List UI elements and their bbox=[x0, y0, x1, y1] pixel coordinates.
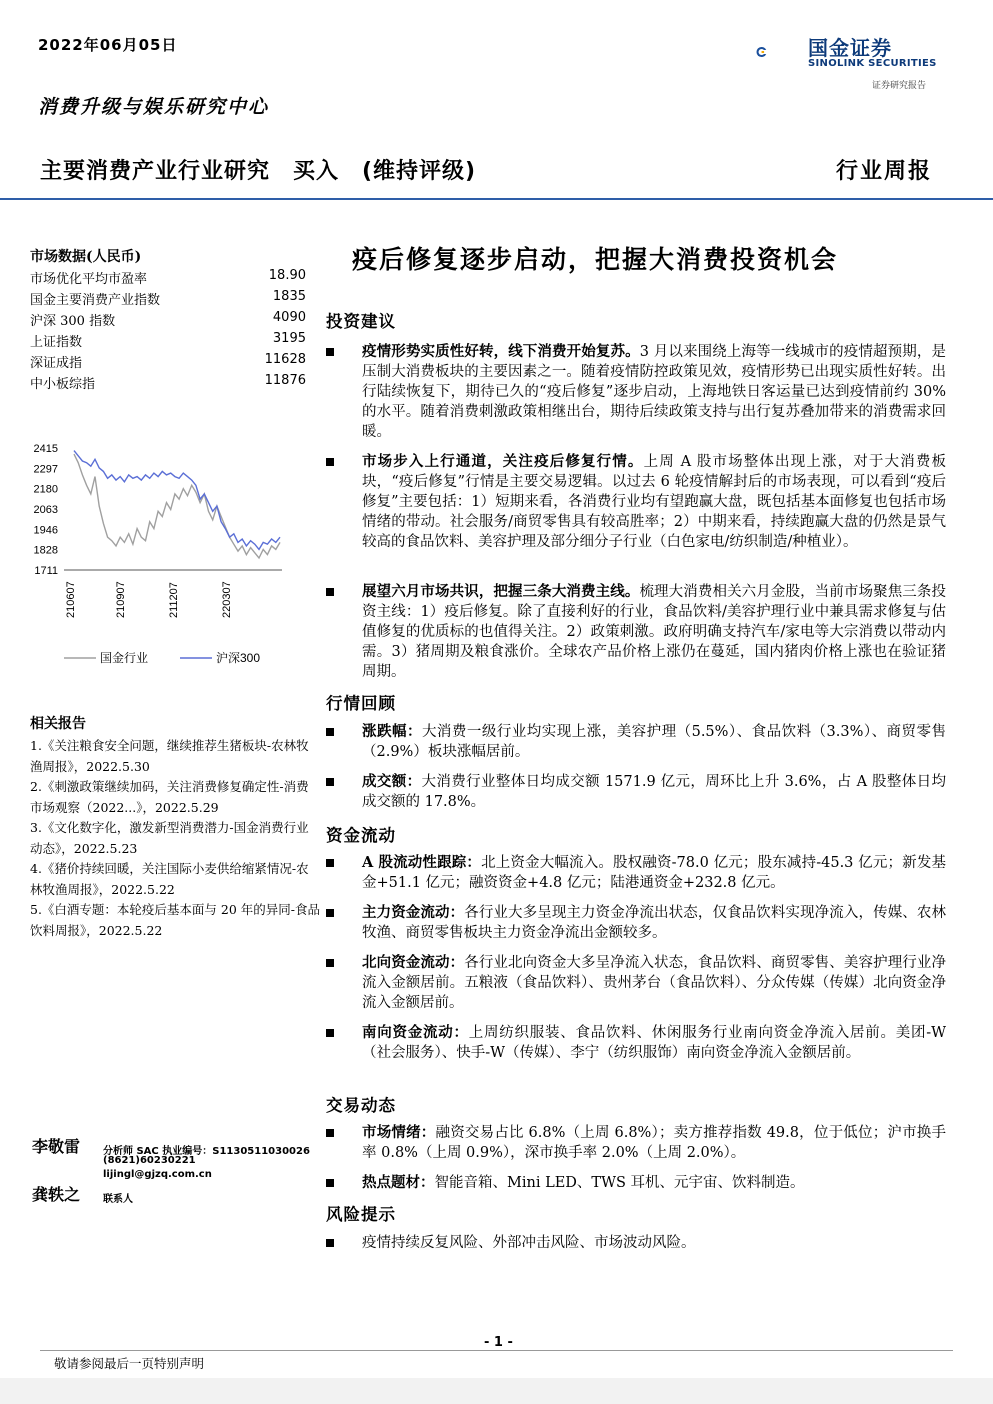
bullet-square-icon bbox=[326, 959, 334, 967]
bullet-item: 主力资金流动：各行业大多呈现主力资金净流出状态，仅食品饮料实现净流入，传媒、农林牧渔、商贸零售板块主力资金净流出金额较多。 bbox=[326, 903, 946, 943]
x-tick-label: 210607 bbox=[65, 581, 77, 618]
bullet-item: 市场步入上行通道，关注疫后修复行情。上周 A 股市场整体出现上涨，对于大消费板块，“疫后修复”行情是主要交易逻辑。以过去 6 轮疫情解封后的市场表现，可以看到“疫后修复”主要包括：1）短期来看，各消费行业均有望跑赢大盘，既包括基本面修复也包括市场情绪的带动。社会服务/商贸零售具有较高胜率；2）中期来看，持续跑赢大盘的仍然是景气较高的食品饮料、美容护理及部分细分子行业（白色家电/纺织制造/种植业）。 bbox=[326, 452, 946, 552]
analyst-name: 李敬雷 bbox=[32, 1137, 81, 1156]
bullet-square-icon bbox=[326, 859, 334, 867]
bullet-item: 疫情持续反复风险、外部冲击风险、市场波动风险。 bbox=[326, 1233, 946, 1253]
bullet-square-icon bbox=[326, 458, 334, 466]
related-report-item[interactable]: 1.《关注粮食安全问题，继续推荐生猪板块-农林牧渔周报》，2022.5.30 bbox=[30, 738, 309, 774]
header-divider bbox=[0, 198, 993, 200]
analyst-phone: (8621)60230221 bbox=[103, 1155, 196, 1166]
bullet-square-icon bbox=[326, 909, 334, 917]
y-tick-label: 2415 bbox=[33, 443, 58, 455]
contact-label: 联系人 bbox=[103, 1194, 133, 1205]
bullet-item: A 股流动性跟踪：北上资金大幅流入。股权融资-78.0 亿元；股东减持-45.3 亿元；新发基金+51.1 亿元；融资资金+4.8 亿元；陆港通资金+232.8 亿元。 bbox=[326, 853, 946, 893]
bullet-item: 市场情绪：融资交易占比 6.8%（上周 6.8%）；卖方推荐指数 49.8，位于低位；沪市换手率 0.8%（上周 0.9%），深市换手率 2.0%（上周 2.0%）。 bbox=[326, 1123, 946, 1163]
series-line bbox=[74, 451, 280, 550]
section-market-review: 行情回顾 bbox=[326, 694, 396, 713]
industry-rating: 主要消费产业行业研究 买入 (维持评级) bbox=[40, 159, 477, 184]
related-reports-title: 相关报告 bbox=[30, 716, 86, 732]
market-data-row: 深证成指 11628 bbox=[30, 352, 306, 371]
bullet-item: 涨跌幅：大消费一级行业均实现上涨，美容护理（5.5%）、食品饮料（3.3%）、商贸零售（2.9%）板块涨幅居前。 bbox=[326, 722, 946, 762]
market-data-title: 市场数据(人民币) bbox=[30, 249, 142, 265]
bullet-square-icon bbox=[326, 1129, 334, 1137]
report-type: 行业周报 bbox=[836, 158, 933, 184]
y-tick-label: 2063 bbox=[33, 504, 58, 516]
bullet-item: 南向资金流动：上周纺织服装、食品饮料、休闲服务行业南向资金净流入居前。美团-W（社会服务）、快手-W（传媒）、李宁（纺织服饰）南向资金净流入金额居前。 bbox=[326, 1023, 946, 1063]
related-report-item[interactable]: 5.《白酒专题：本轮疫后基本面与 20 年的异同-食品饮料周报》，2022.5.22 bbox=[30, 902, 321, 938]
market-data-row: 上证指数 3195 bbox=[30, 331, 306, 350]
legend-label: 沪深300 bbox=[216, 651, 261, 665]
bullet-square-icon bbox=[326, 588, 334, 596]
section-risk: 风险提示 bbox=[326, 1205, 396, 1224]
bullet-square-icon bbox=[326, 1179, 334, 1187]
y-tick-label: 1946 bbox=[33, 524, 58, 537]
bullet-square-icon bbox=[326, 1029, 334, 1037]
y-tick-label: 1828 bbox=[33, 544, 58, 557]
logo-en: SINOLINK SECURITIES bbox=[808, 58, 937, 69]
bullet-square-icon bbox=[326, 778, 334, 786]
bullet-item: 展望六月市场共识，把握三条大消费主线。梳理大消费相关六月金股，当前市场聚焦三条投资主线：1）疫后修复。除了直接利好的行业，食品饮料/美容护理行业中兼具需求修复与估值修复的优质标的也值得关注。2）政策刺激。政府明确支持汽车/家电等大宗消费以带动内需。3）猪周期及粮食涨价。全球农产品价格上涨仍在蔓延，国内猪肉价格上涨也在验证猪周期。 bbox=[326, 582, 946, 682]
bullet-item: 热点题材：智能音箱、Mini LED、TWS 耳机、元宇宙、饮料制造。 bbox=[326, 1173, 946, 1193]
related-reports-list bbox=[30, 736, 320, 941]
market-data-row: 市场优化平均市盈率 18.90 bbox=[30, 268, 306, 287]
contact-name: 龚轶之 bbox=[32, 1185, 81, 1204]
page-number: - 1 - bbox=[484, 1335, 513, 1350]
x-tick-label: 210907 bbox=[115, 581, 127, 618]
related-report-item[interactable]: 2.《刺激政策继续加码，关注消费修复确定性-消费市场观察（2022...》，2022.5.29 bbox=[30, 779, 309, 815]
y-tick-label: 1711 bbox=[34, 565, 58, 577]
section-investment-advice: 投资建议 bbox=[326, 312, 396, 331]
x-tick-label: 220307 bbox=[221, 581, 233, 618]
sinolink-logo bbox=[756, 30, 804, 74]
bottom-bar bbox=[0, 1378, 993, 1404]
report-date: 2022年06月05日 bbox=[38, 36, 178, 54]
bullet-item: 成交额：大消费行业整体日均成交额 1571.9 亿元，周环比上升 3.6%，占 A 股整体日均成交额的 17.8%。 bbox=[326, 772, 946, 812]
market-data-row: 国金主要消费产业指数 1835 bbox=[30, 289, 306, 308]
market-data-row: 中小板综指 11876 bbox=[30, 373, 306, 392]
legend-label: 国金行业 bbox=[100, 651, 149, 665]
bullet-square-icon bbox=[326, 728, 334, 736]
section-trading-dynamics: 交易动态 bbox=[326, 1096, 396, 1115]
analyst-email[interactable]: lijingl@gjzq.com.cn bbox=[103, 1169, 212, 1180]
y-tick-label: 2297 bbox=[33, 463, 58, 476]
logo-sub: 证券研究报告 bbox=[872, 81, 927, 91]
footer-note: 敬请参阅最后一页特别声明 bbox=[54, 1356, 205, 1371]
market-data-row: 沪深 300 指数 4090 bbox=[30, 310, 306, 329]
research-center: 消费升级与娱乐研究中心 bbox=[38, 96, 270, 118]
x-tick-label: 211207 bbox=[168, 582, 180, 618]
footer-divider bbox=[40, 1350, 953, 1351]
bullet-square-icon bbox=[326, 348, 334, 356]
index-line-chart bbox=[20, 438, 300, 674]
section-capital-flow: 资金流动 bbox=[326, 826, 396, 845]
logo-cn: 国金证券 bbox=[808, 36, 892, 60]
related-report-item[interactable]: 4.《猪价持续回暖，关注国际小麦供给缩紧情况-农林牧渔周报》，2022.5.22 bbox=[30, 861, 309, 897]
analyst-cert: 分析师 SAC 执业编号：S1130511030026 bbox=[103, 1146, 310, 1157]
y-tick-label: 2180 bbox=[33, 483, 58, 496]
report-title: 疫后修复逐步启动，把握大消费投资机会 bbox=[352, 245, 839, 274]
bullet-item: 疫情形势实质性好转，线下消费开始复苏。3 月以来围绕上海等一线城市的疫情超预期，是压制大消费板块的主要因素之一。随着疫情防控政策见效，疫情形势已出现实质性好转。出行陆续恢复下，期待已久的“疫后修复”逐步启动，上海地铁日客运量已达到疫情前约 30%的水平。随着消费刺激政策相继出台，期待后续政策支持与出行复苏叠加带来的消费需求回暖。 bbox=[326, 342, 946, 442]
related-report-item[interactable]: 3.《文化数字化，激发新型消费潜力-国金消费行业动态》，2022.5.23 bbox=[30, 820, 309, 856]
bullet-square-icon bbox=[326, 1239, 334, 1247]
bullet-item: 北向资金流动：各行业北向资金大多呈净流入状态，食品饮料、商贸零售、美容护理行业净流入金额居前。五粮液（食品饮料）、贵州茅台（食品饮料）、分众传媒（传媒）北向资金净流入金额居前。 bbox=[326, 953, 946, 1013]
